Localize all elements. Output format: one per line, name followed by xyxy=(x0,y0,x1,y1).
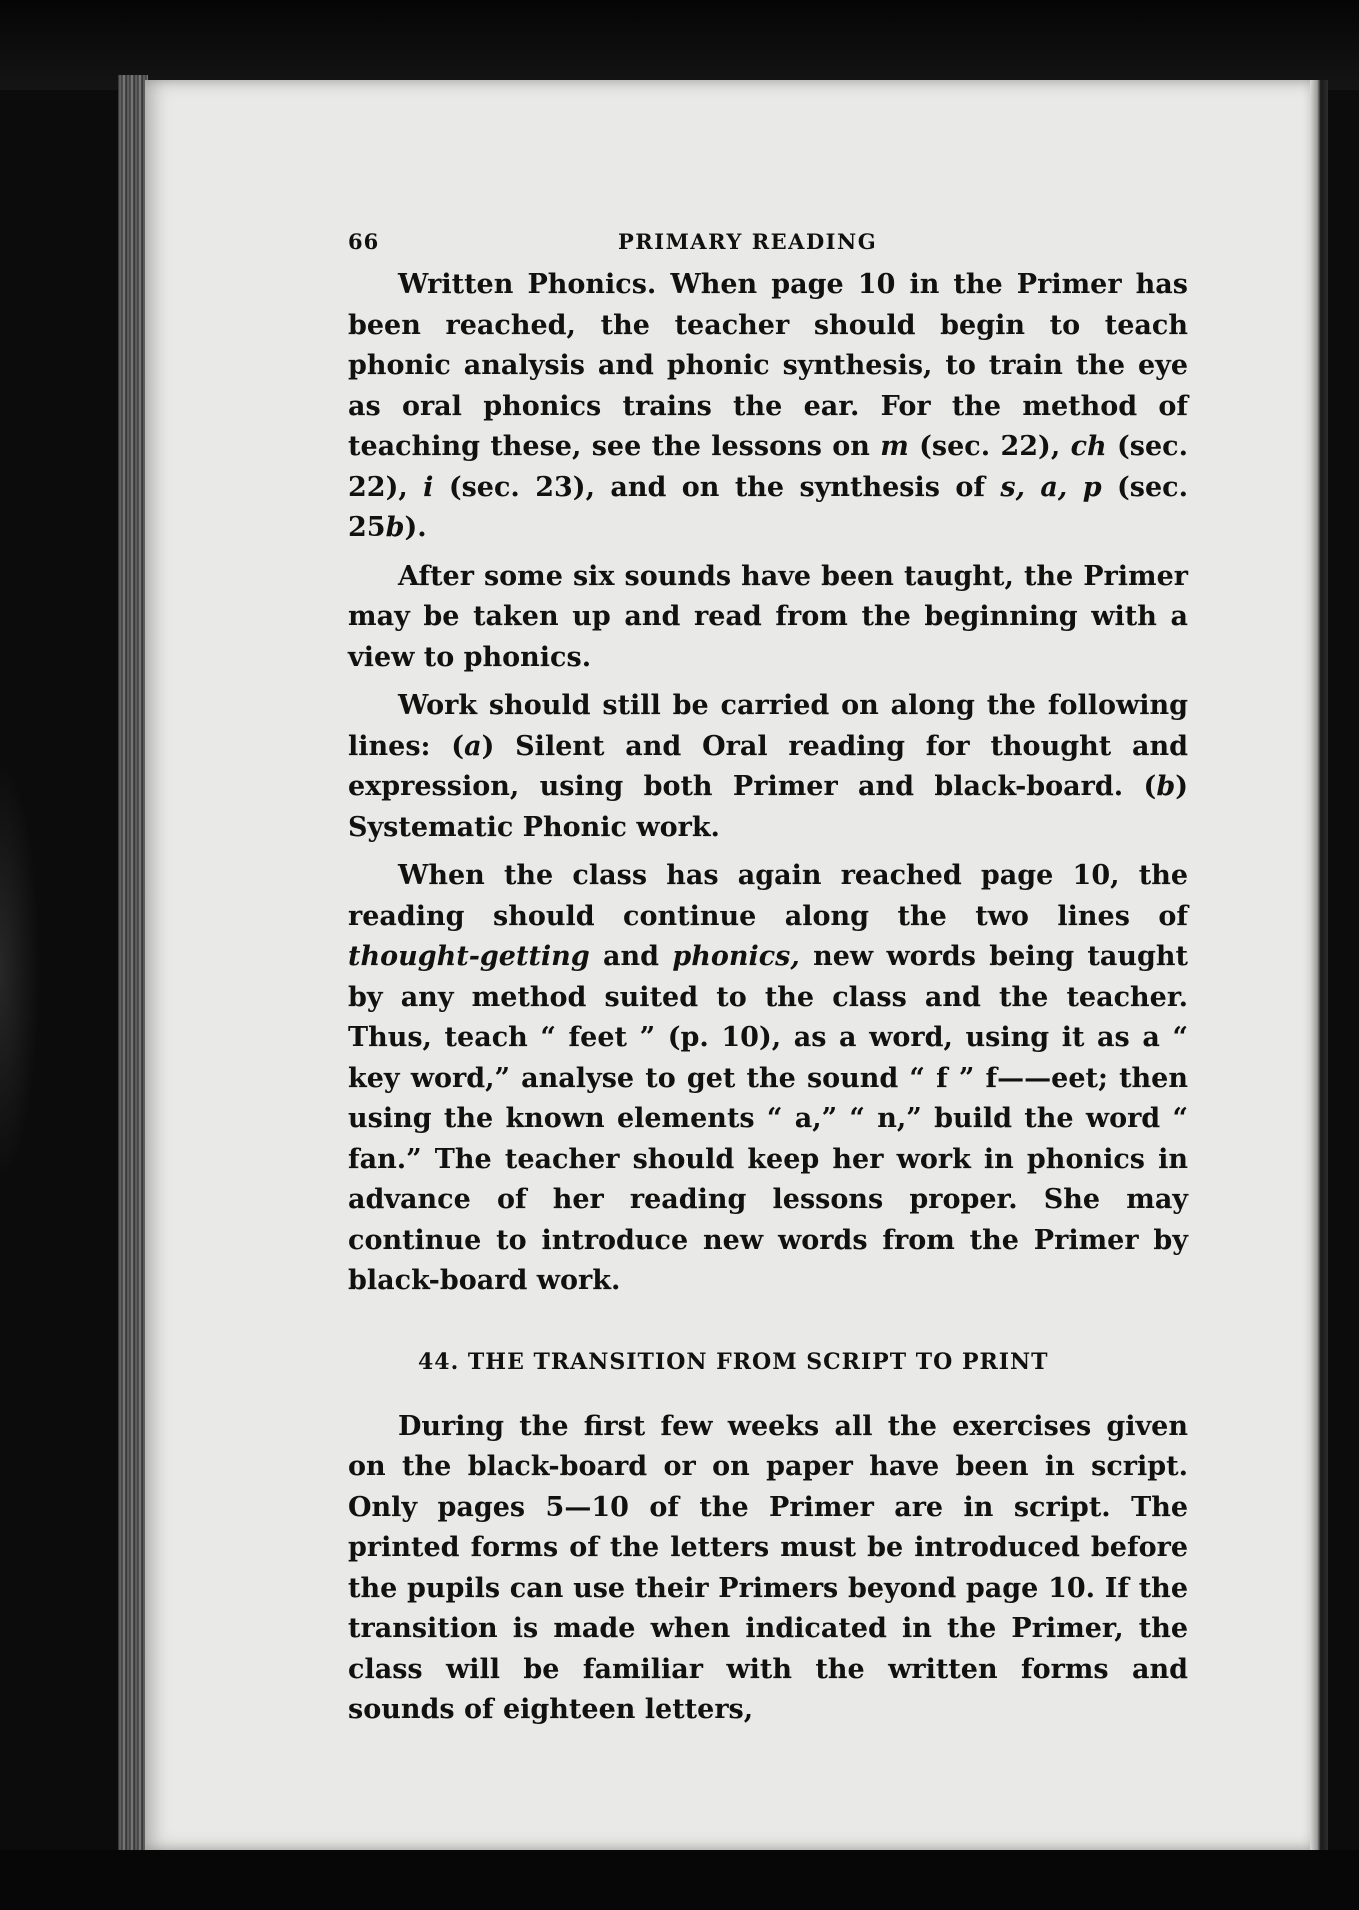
text-run: (sec. 22), xyxy=(908,431,1071,462)
text-run: When the class has again reached page 10, the reading should continue along the two lines of xyxy=(348,860,1188,932)
scan-left-fringe xyxy=(0,760,40,1180)
text-run: (sec. 22), xyxy=(348,431,1188,503)
paragraph xyxy=(348,557,1188,679)
paragraph xyxy=(348,686,1188,848)
paragraph xyxy=(348,856,1188,1302)
text-run: Work should still be carried on along the following lines: ( xyxy=(348,690,1188,762)
italic-text: m xyxy=(880,431,909,462)
text-run: (sec. 23), and on the synthesis of xyxy=(433,471,1001,503)
text-run: After some six sounds have been taught, the Primer may be taken up and read from the beginning with a view to phonics. xyxy=(348,560,1188,673)
italic-text: b xyxy=(1156,771,1176,802)
book-spine xyxy=(118,75,148,1860)
italic-text: a xyxy=(464,730,482,762)
running-title: PRIMARY READING xyxy=(618,229,878,254)
italic-text: ch xyxy=(1070,431,1107,462)
text-run: ) Systematic Phonic work. xyxy=(348,771,1188,843)
scan-top-shadow xyxy=(0,0,1359,90)
paragraph xyxy=(348,265,1188,549)
italic-text: i xyxy=(423,471,434,503)
scan-bottom-shadow xyxy=(0,1850,1359,1910)
top-paragraphs xyxy=(348,265,1188,1302)
text-run: ). xyxy=(404,512,427,543)
italic-text: b xyxy=(385,512,405,543)
text-run: Written Phonics. When page 10 in the Primer has been reached, the teacher should begin to teach phonic analysis and phonic synthesis, to train the eye as oral phonics trains the ear. For the method of teaching these, see the lessons on xyxy=(348,269,1188,462)
italic-text: phonics, xyxy=(672,941,800,972)
text-run: (sec. 25 xyxy=(348,471,1188,543)
text-run: and xyxy=(589,941,673,972)
bottom-paragraphs xyxy=(348,1407,1188,1731)
text-run: ) Silent and Oral reading for thought and expression, using both Primer and black-board. ( xyxy=(348,730,1189,802)
italic-text: thought-getting xyxy=(348,941,590,972)
page-edge xyxy=(1310,80,1328,1850)
page-content xyxy=(348,225,1188,1731)
text-run: During the first few weeks all the exercises given on the black-board or on paper have been in script. Only pages 5—10 of the Primer are in script. The printed forms of the letters must be introduced before the pupils can use their Primers beyond page 10. If the transition is made when indicated in the Primer, the class will be familiar with the written forms and sounds of eighteen letters, xyxy=(348,1410,1188,1725)
page-header xyxy=(348,225,1188,265)
italic-text: s, a, p xyxy=(1000,471,1102,503)
page-number: 66 xyxy=(348,229,380,254)
paragraph xyxy=(348,1407,1188,1731)
section-heading: 44. THE TRANSITION FROM SCRIPT TO PRINT xyxy=(418,1348,1049,1375)
text-run: new words being taught by any method suited to the class and the teacher. Thus, teach “ feet ” (p. 10), as a word, using it as a “ key word,” analyse to get the sound “ f ” f——eet; then using the known elements “ a,” “ n,” build the word “ fan.” The teacher should keep her work in phonics in advance of her reading lessons proper. She may continue to introduce new words from the Primer by black-board work. xyxy=(348,941,1189,1296)
